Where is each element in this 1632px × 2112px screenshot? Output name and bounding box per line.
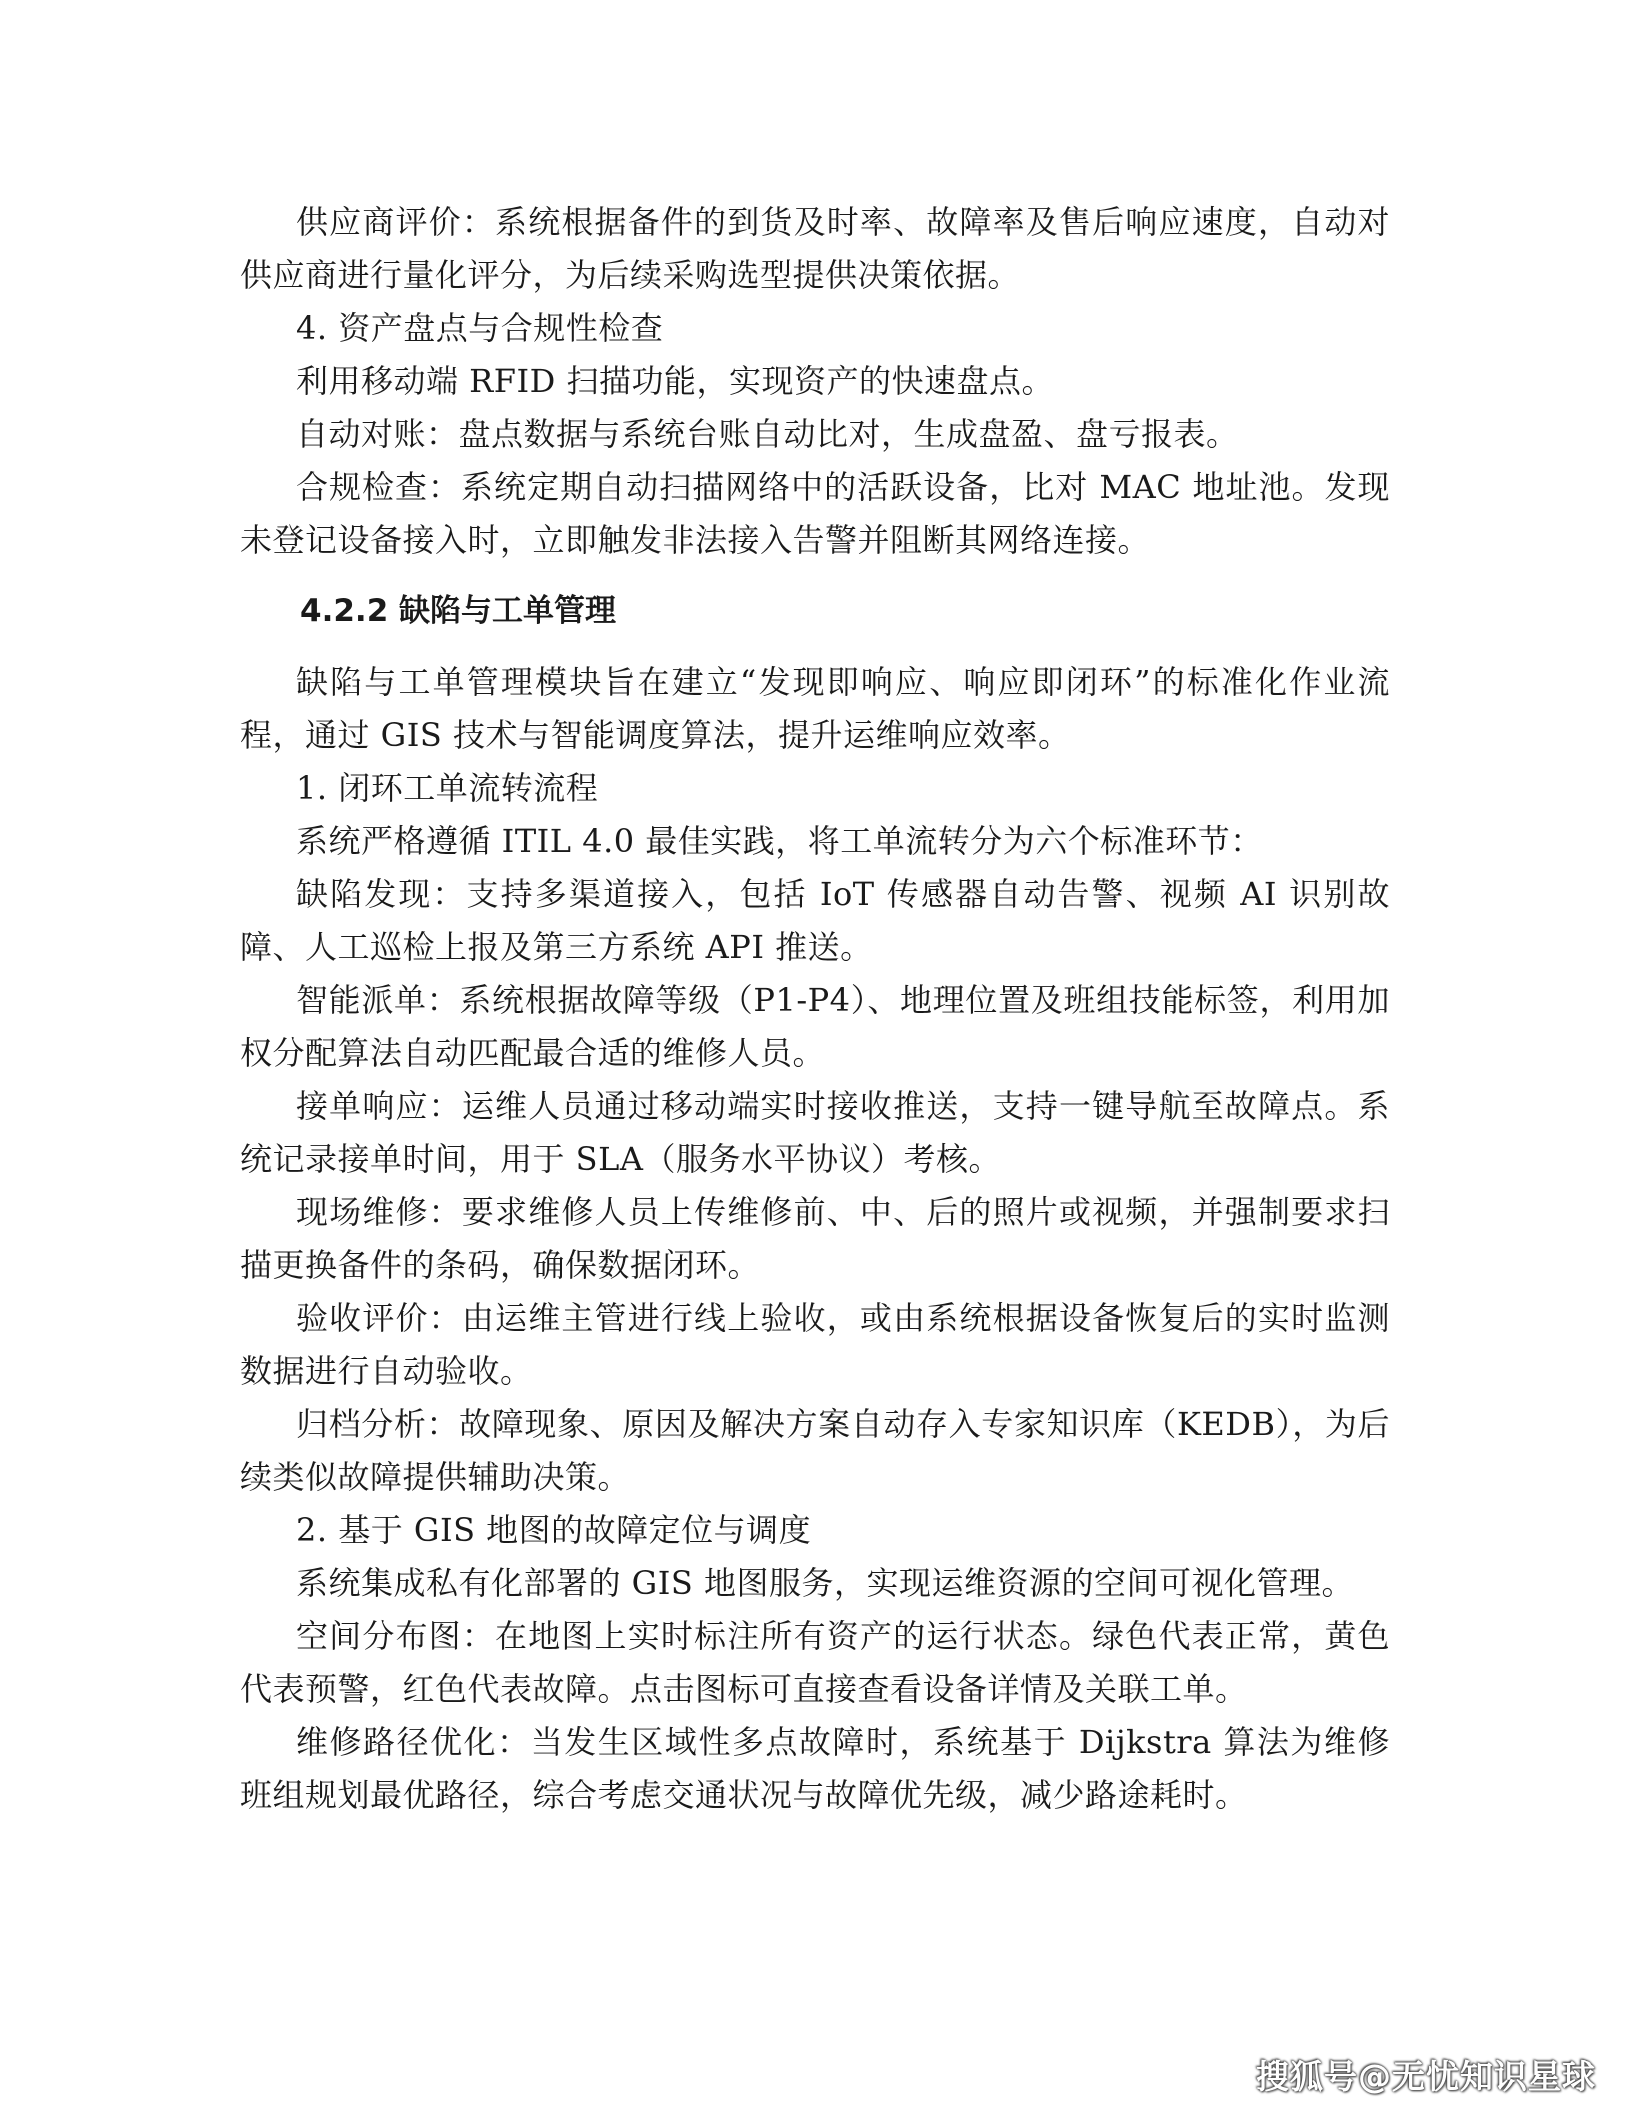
document-page: [240, 196, 1390, 1822]
paragraph-gis-title: 2. 基于 GIS 地图的故障定位与调度: [296, 1511, 812, 1549]
paragraph-supplier-evaluation: 供应商评价：系统根据备件的到货及时率、故障率及售后响应速度，自动对供应商进行量化评分，为后续采购选型提供决策依据。: [240, 203, 1390, 294]
paragraph-spatial-map: 空间分布图：在地图上实时标注所有资产的运行状态。绿色代表正常，黄色代表预警，红色代表故障。点击图标可直接查看设备详情及关联工单。: [240, 1617, 1390, 1708]
section-heading: 4.2.2 缺陷与工单管理: [300, 593, 617, 629]
paragraph-itil: 系统严格遵循 ITIL 4.0 最佳实践，将工单流转分为六个标准环节：: [296, 822, 1263, 860]
paragraph-gis-integration: 系统集成私有化部署的 GIS 地图服务，实现运维资源的空间可视化管理。: [296, 1564, 1354, 1602]
paragraph-smart-dispatch: 智能派单：系统根据故障等级（P1-P4）、地理位置及班组技能标签，利用加权分配算法自动匹配最合适的维修人员。: [240, 981, 1390, 1072]
paragraph-asset-inventory-title: 4. 资产盘点与合规性检查: [296, 309, 664, 347]
paragraph-workflow-title: 1. 闭环工单流转流程: [296, 769, 599, 807]
paragraph-defect-intro: 缺陷与工单管理模块旨在建立“发现即响应、响应即闭环”的标准化作业流程，通过 GIS 技术与智能调度算法，提升运维响应效率。: [240, 663, 1390, 754]
paragraph-acceptance: 验收评价：由运维主管进行线上验收，或由系统根据设备恢复后的实时监测数据进行自动验收。: [240, 1299, 1390, 1390]
watermark: 搜狐号@无忧知识星球: [1256, 2057, 1596, 2096]
paragraph-archive: 归档分析：故障现象、原因及解决方案自动存入专家知识库（KEDB），为后续类似故障提供辅助决策。: [240, 1405, 1390, 1496]
paragraph-route-optimization: 维修路径优化：当发生区域性多点故障时，系统基于 Dijkstra 算法为维修班组规划最优路径，综合考虑交通状况与故障优先级，减少路途耗时。: [240, 1723, 1390, 1814]
paragraph-order-response: 接单响应：运维人员通过移动端实时接收推送，支持一键导航至故障点。系统记录接单时间，用于 SLA（服务水平协议）考核。: [240, 1087, 1390, 1178]
paragraph-onsite-repair: 现场维修：要求维修人员上传维修前、中、后的照片或视频，并强制要求扫描更换备件的条码，确保数据闭环。: [240, 1193, 1390, 1284]
paragraph-compliance-check: 合规检查：系统定期自动扫描网络中的活跃设备，比对 MAC 地址池。发现未登记设备接入时，立即触发非法接入告警并阻断其网络连接。: [240, 468, 1390, 559]
paragraph-auto-reconcile: 自动对账：盘点数据与系统台账自动比对，生成盘盈、盘亏报表。: [296, 415, 1239, 453]
paragraph-rfid-scan: 利用移动端 RFID 扫描功能，实现资产的快速盘点。: [296, 362, 1054, 400]
paragraph-defect-discovery: 缺陷发现：支持多渠道接入，包括 IoT 传感器自动告警、视频 AI 识别故障、人工巡检上报及第三方系统 API 推送。: [240, 875, 1390, 966]
